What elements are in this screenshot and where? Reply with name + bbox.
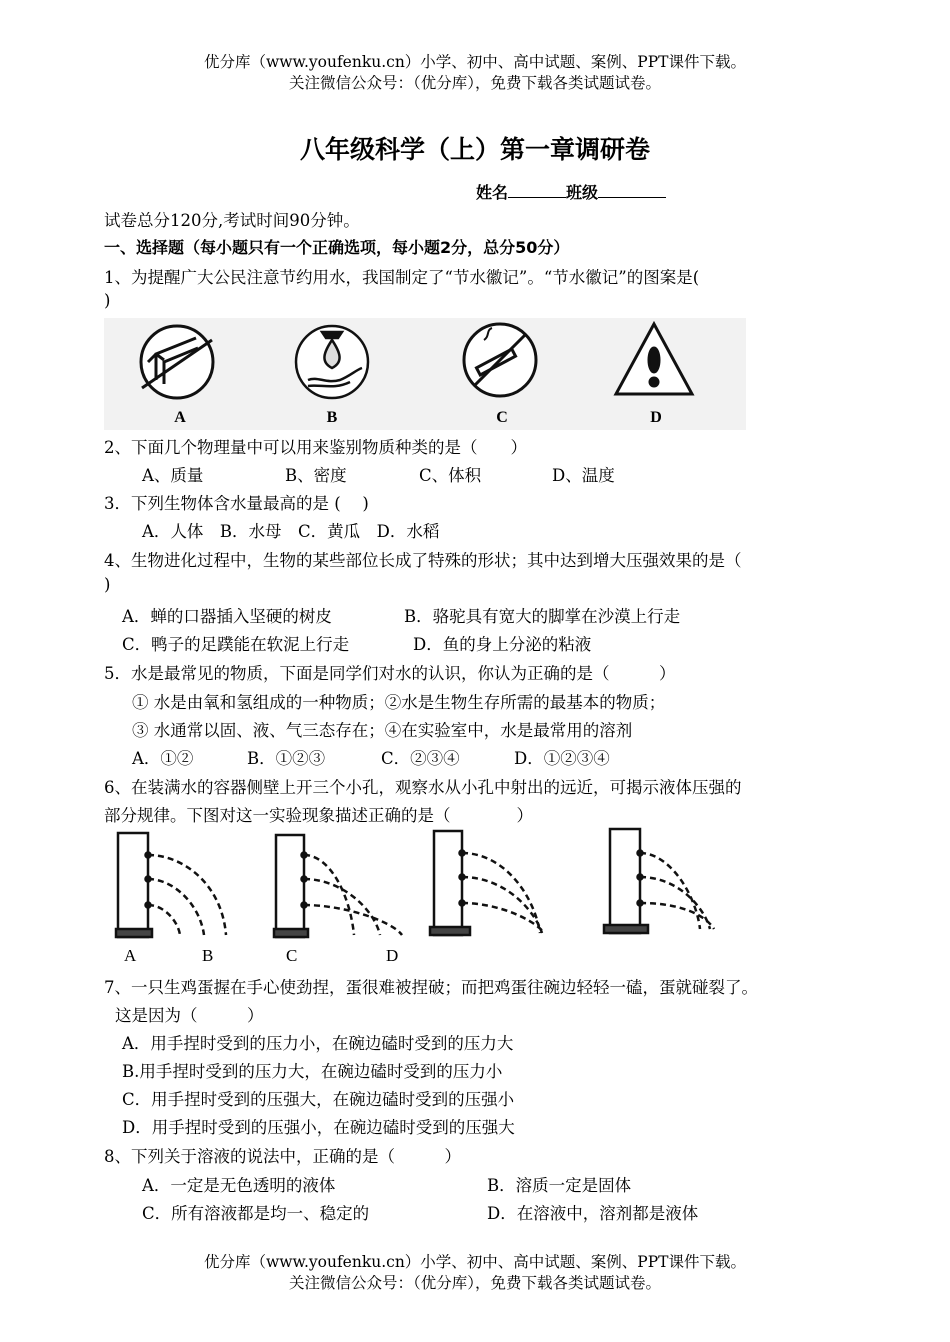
q5-option-a[interactable]: A．①②	[132, 749, 194, 768]
q6-container-4	[604, 829, 714, 933]
q4-option-c[interactable]: C．鸭子的足蹼能在软泥上行走	[122, 635, 350, 654]
q1-label-b: B	[326, 409, 338, 426]
q4-option-a[interactable]: A．蝉的口器插入坚硬的树皮	[122, 607, 332, 626]
q5-statement-1: ① 水是由氧和氢组成的一种物质；②水是生物生存所需的最基本的物质；	[132, 693, 666, 712]
name-class-line	[476, 180, 666, 203]
q4-text-cont: )	[104, 575, 111, 594]
q3-options[interactable]: A．人体 B．水母 C．黄瓜 D．水稻	[142, 522, 440, 541]
q4-text: 4、生物进化过程中，生物的某些部位长成了特殊的形状；其中达到增大压强效果的是（	[104, 551, 742, 570]
q6-label-b: B	[202, 946, 214, 965]
q8-text: 8、下列关于溶液的说法中，正确的是（ ）	[104, 1147, 461, 1166]
name-label: 姓名	[476, 183, 509, 202]
q1-label-d: D	[650, 409, 662, 426]
q7-option-d[interactable]: D．用手捏时受到的压强小，在碗边磕时受到的压强大	[122, 1118, 515, 1137]
q1-text: 1、为提醒广大公民注意节约用水，我国制定了“节水徽记”。“节水徽记”的图案是(	[104, 268, 700, 287]
class-blank[interactable]	[598, 183, 666, 198]
q1-figure	[104, 318, 746, 430]
q1-label-a: A	[174, 409, 186, 426]
q2-option-b[interactable]: B、密度	[285, 466, 347, 485]
q5-text: 5．水是最常见的物质，下面是同学们对水的认识，你认为正确的是（ ）	[104, 664, 676, 683]
q6-label-a: A	[124, 946, 137, 965]
q6-container-2	[274, 835, 402, 937]
q1-icon-a	[141, 326, 213, 398]
q6-figure	[104, 825, 724, 967]
q2-option-c[interactable]: C、体积	[419, 466, 482, 485]
q5-statement-2: ③ 水通常以固、液、气三态存在；④在实验室中，水是最常用的溶剂	[132, 721, 633, 740]
header-line-1: 优分库（www.youfenku.cn）小学、初中、高中试题、案例、PPT课件下载。	[203, 53, 747, 71]
q8-option-d[interactable]: D．在溶液中，溶剂都是液体	[487, 1204, 699, 1223]
q5-option-c[interactable]: C．②③④	[381, 749, 460, 768]
q6-label-c: C	[286, 946, 298, 965]
q8-option-b[interactable]: B．溶质一定是固体	[487, 1176, 632, 1195]
q3-text: 3．下列生物体含水量最高的是 ( )	[104, 494, 369, 513]
q7-text: 7、一只生鸡蛋握在手心使劲捏，蛋很难被捏破；而把鸡蛋往碗边轻轻一磕，蛋就碰裂了。	[104, 978, 758, 997]
exam-intro: 试卷总分120分,考试时间90分钟。	[104, 211, 360, 230]
page-title: 八年级科学（上）第一章调研卷	[299, 135, 650, 164]
q1-text-cont: )	[104, 291, 111, 310]
name-blank[interactable]	[508, 183, 566, 198]
q6-container-1	[116, 833, 226, 937]
q5-option-d[interactable]: D．①②③④	[514, 749, 610, 768]
section-1-heading: 一、选择题（每小题只有一个正确选项，每小题2分，总分50分）	[104, 238, 570, 257]
q6-label-d: D	[386, 946, 399, 965]
footer-line-2: 关注微信公众号：（优分库），免费下载各类试题试卷。	[288, 1274, 661, 1292]
q1-label-c: C	[496, 409, 508, 426]
q4-option-d[interactable]: D．鱼的身上分泌的粘液	[413, 635, 592, 654]
q6-text-cont: 部分规律。下图对这一实验现象描述正确的是（ ）	[104, 806, 533, 825]
q8-option-c[interactable]: C．所有溶液都是均一、稳定的	[142, 1204, 370, 1223]
q6-container-3	[430, 831, 544, 935]
header-line-2: 关注微信公众号：（优分库），免费下载各类试题试卷。	[288, 74, 661, 92]
q7-option-b[interactable]: B.用手捏时受到的压力大，在碗边磕时受到的压力小	[122, 1062, 503, 1081]
q2-option-a[interactable]: A、质量	[142, 466, 204, 485]
q1-icon-b	[296, 326, 368, 398]
q2-option-d[interactable]: D、温度	[552, 466, 615, 485]
q7-text-cont: 这是因为（ ）	[115, 1006, 264, 1025]
q8-option-a[interactable]: A．一定是无色透明的液体	[142, 1176, 336, 1195]
footer-line-1: 优分库（www.youfenku.cn）小学、初中、高中试题、案例、PPT课件下载。	[203, 1253, 747, 1271]
q7-option-a[interactable]: A．用手捏时受到的压力小，在碗边磕时受到的压力大	[122, 1034, 514, 1053]
q5-option-b[interactable]: B．①②③	[247, 749, 326, 768]
q2-text: 2、下面几个物理量中可以用来鉴别物质种类的是（ ）	[104, 438, 527, 457]
q7-option-c[interactable]: C．用手捏时受到的压强大，在碗边磕时受到的压强小	[122, 1090, 515, 1109]
q6-text: 6、在装满水的容器侧壁上开三个小孔，观察水从小孔中射出的远近，可揭示液体压强的	[104, 778, 742, 797]
q4-option-b[interactable]: B．骆驼具有宽大的脚掌在沙漠上行走	[404, 607, 681, 626]
q1-icon-c	[464, 324, 536, 396]
class-label: 班级	[566, 183, 599, 202]
